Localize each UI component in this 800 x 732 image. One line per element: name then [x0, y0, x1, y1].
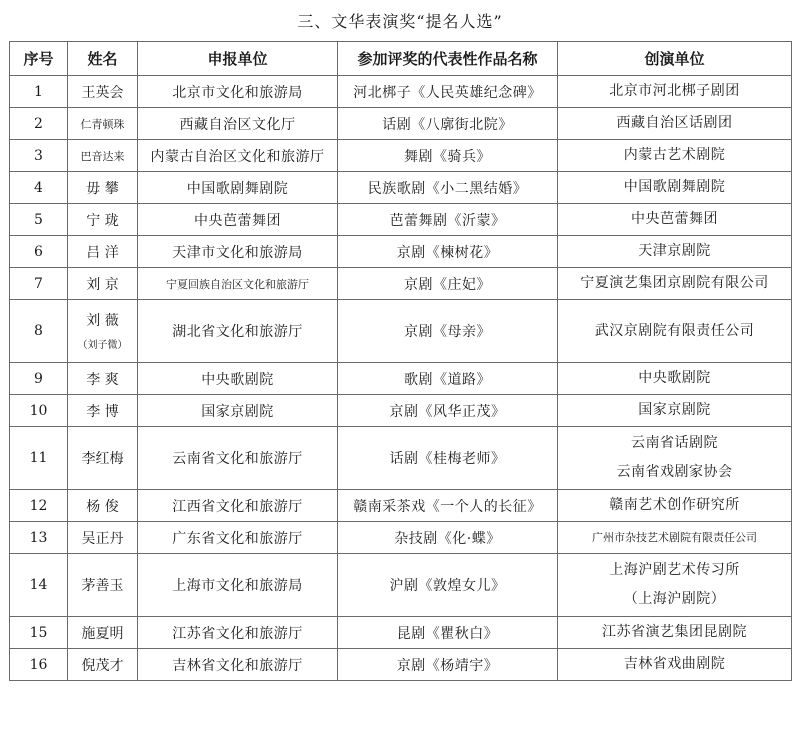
table-row [10, 140, 792, 172]
representative-work: 歌剧《道路》 [338, 363, 558, 395]
table-row [10, 76, 792, 108]
row-number: 15 [10, 617, 68, 649]
representative-work: 舞剧《骑兵》 [338, 140, 558, 172]
producing-organization [558, 395, 792, 427]
applying-unit: 广东省文化和旅游厅 [138, 522, 338, 554]
row-number: 14 [10, 554, 68, 617]
representative-work: 昆剧《瞿秋白》 [338, 617, 558, 649]
table-row [10, 490, 792, 522]
organization-line: 中央歌剧院 [638, 370, 711, 386]
producing-organization [558, 76, 792, 108]
producing-organization [558, 172, 792, 204]
representative-work: 京剧《庄妃》 [338, 268, 558, 300]
organization-line: 国家京剧院 [638, 402, 711, 418]
representative-work: 河北梆子《人民英雄纪念碑》 [338, 76, 558, 108]
organization-line: 西藏自治区话剧团 [616, 115, 733, 131]
representative-work: 京剧《母亲》 [338, 300, 558, 363]
organization-line: 云南省话剧院 [631, 435, 718, 451]
nominee-name: 茅善玉 [68, 554, 138, 617]
applying-unit: 云南省文化和旅游厅 [138, 427, 338, 490]
representative-work: 民族歌剧《小二黑结婚》 [338, 172, 558, 204]
applying-unit: 国家京剧院 [138, 395, 338, 427]
row-number: 12 [10, 490, 68, 522]
col-header-unit: 申报单位 [138, 42, 338, 76]
organization-line: 吉林省戏曲剧院 [623, 656, 726, 672]
representative-work: 京剧《楝树花》 [338, 236, 558, 268]
producing-organization [558, 236, 792, 268]
applying-unit: 中国歌剧舞剧院 [138, 172, 338, 204]
nominee-table [9, 41, 792, 681]
nominee-name: 宁 珑 [68, 204, 138, 236]
applying-unit: 北京市文化和旅游局 [138, 76, 338, 108]
organization-line: 武汉京剧院有限责任公司 [594, 322, 755, 339]
applying-unit: 江苏省文化和旅游厅 [138, 617, 338, 649]
row-number: 16 [10, 649, 68, 681]
nominee-name: 毋 攀 [68, 172, 138, 204]
nominee-name: 吴正丹 [68, 522, 138, 554]
table-row [10, 204, 792, 236]
organization-line: 天津京剧院 [638, 243, 711, 259]
table-row [10, 363, 792, 395]
organization-line: 宁夏演艺集团京剧院有限公司 [580, 275, 769, 291]
table-header-row [10, 42, 792, 76]
representative-work: 芭蕾舞剧《沂蒙》 [338, 204, 558, 236]
row-number: 2 [10, 108, 68, 140]
row-number: 10 [10, 395, 68, 427]
col-header-name: 姓名 [68, 42, 138, 76]
row-number: 13 [10, 522, 68, 554]
organization-line: 北京市河北梆子剧团 [609, 83, 740, 99]
applying-unit: 内蒙古自治区文化和旅游厅 [138, 140, 338, 172]
producing-organization [558, 617, 792, 649]
table-body [10, 76, 792, 681]
row-number: 1 [10, 76, 68, 108]
producing-organization [558, 522, 792, 554]
producing-organization [558, 268, 792, 300]
organization-line: 内蒙古艺术剧院 [623, 147, 726, 163]
table-row [10, 522, 792, 554]
nominee-name: 李 爽 [68, 363, 138, 395]
representative-work: 京剧《风华正茂》 [338, 395, 558, 427]
nominee-name: 倪茂才 [68, 649, 138, 681]
table-row [10, 172, 792, 204]
table-row [10, 268, 792, 300]
representative-work: 沪剧《敦煌女儿》 [338, 554, 558, 617]
col-header-org: 创演单位 [558, 42, 792, 76]
applying-unit: 西藏自治区文化厅 [138, 108, 338, 140]
table-row [10, 236, 792, 268]
applying-unit: 湖北省文化和旅游厅 [138, 300, 338, 363]
nominee-name: 李 博 [68, 395, 138, 427]
nominee-name-text: 刘 薇 [86, 312, 119, 329]
producing-organization [558, 649, 792, 681]
producing-organization [558, 108, 792, 140]
organization-line: 赣南艺术创作研究所 [609, 497, 740, 513]
row-number: 3 [10, 140, 68, 172]
producing-organization [558, 363, 792, 395]
representative-work: 杂技剧《化·蝶》 [338, 522, 558, 554]
nominee-name: 巴音达来 [68, 140, 138, 172]
nominee-name: 杨 俊 [68, 490, 138, 522]
applying-unit: 宁夏回族自治区文化和旅游厅 [138, 268, 338, 300]
applying-unit: 中央歌剧院 [138, 363, 338, 395]
producing-organization [558, 204, 792, 236]
organization-line: 江苏省演艺集团昆剧院 [602, 624, 747, 640]
row-number: 4 [10, 172, 68, 204]
table-row [10, 649, 792, 681]
nominee-name-note: （刘子微） [77, 339, 128, 351]
producing-organization [558, 300, 792, 363]
organization-line: 中央芭蕾舞团 [631, 211, 718, 227]
organization-line: 广州市杂技艺术剧院有限责任公司 [592, 531, 757, 544]
table-row [10, 108, 792, 140]
nominee-name: 仁青顿珠 [68, 108, 138, 140]
applying-unit: 天津市文化和旅游局 [138, 236, 338, 268]
representative-work: 话剧《八廓街北院》 [338, 108, 558, 140]
row-number: 8 [10, 300, 68, 363]
organization-line: （上海沪剧院） [623, 591, 726, 607]
applying-unit: 上海市文化和旅游局 [138, 554, 338, 617]
producing-organization [558, 427, 792, 490]
nominee-name [68, 300, 138, 363]
nominee-name: 施夏明 [68, 617, 138, 649]
applying-unit: 中央芭蕾舞团 [138, 204, 338, 236]
applying-unit: 吉林省文化和旅游厅 [138, 649, 338, 681]
table-row [10, 300, 792, 363]
producing-organization [558, 140, 792, 172]
row-number: 9 [10, 363, 68, 395]
representative-work: 赣南采茶戏《一个人的长征》 [338, 490, 558, 522]
table-row [10, 554, 792, 617]
nominee-name: 吕 洋 [68, 236, 138, 268]
producing-organization [558, 490, 792, 522]
organization-line: 上海沪剧艺术传习所 [609, 562, 740, 578]
page-title: 三、文华表演奖“提名人选” [297, 12, 503, 31]
representative-work: 话剧《桂梅老师》 [338, 427, 558, 490]
col-header-work: 参加评奖的代表性作品名称 [338, 42, 558, 76]
applying-unit: 江西省文化和旅游厅 [138, 490, 338, 522]
nominee-name: 李红梅 [68, 427, 138, 490]
table-row [10, 395, 792, 427]
representative-work: 京剧《杨靖宇》 [338, 649, 558, 681]
organization-line: 中国歌剧舞剧院 [623, 179, 726, 195]
row-number: 6 [10, 236, 68, 268]
producing-organization [558, 554, 792, 617]
nominee-name: 王英会 [68, 76, 138, 108]
col-header-number: 序号 [10, 42, 68, 76]
table-row [10, 427, 792, 490]
row-number: 5 [10, 204, 68, 236]
row-number: 11 [10, 427, 68, 490]
nominee-name: 刘 京 [68, 268, 138, 300]
table-row [10, 617, 792, 649]
row-number: 7 [10, 268, 68, 300]
organization-line: 云南省戏剧家协会 [616, 464, 733, 480]
